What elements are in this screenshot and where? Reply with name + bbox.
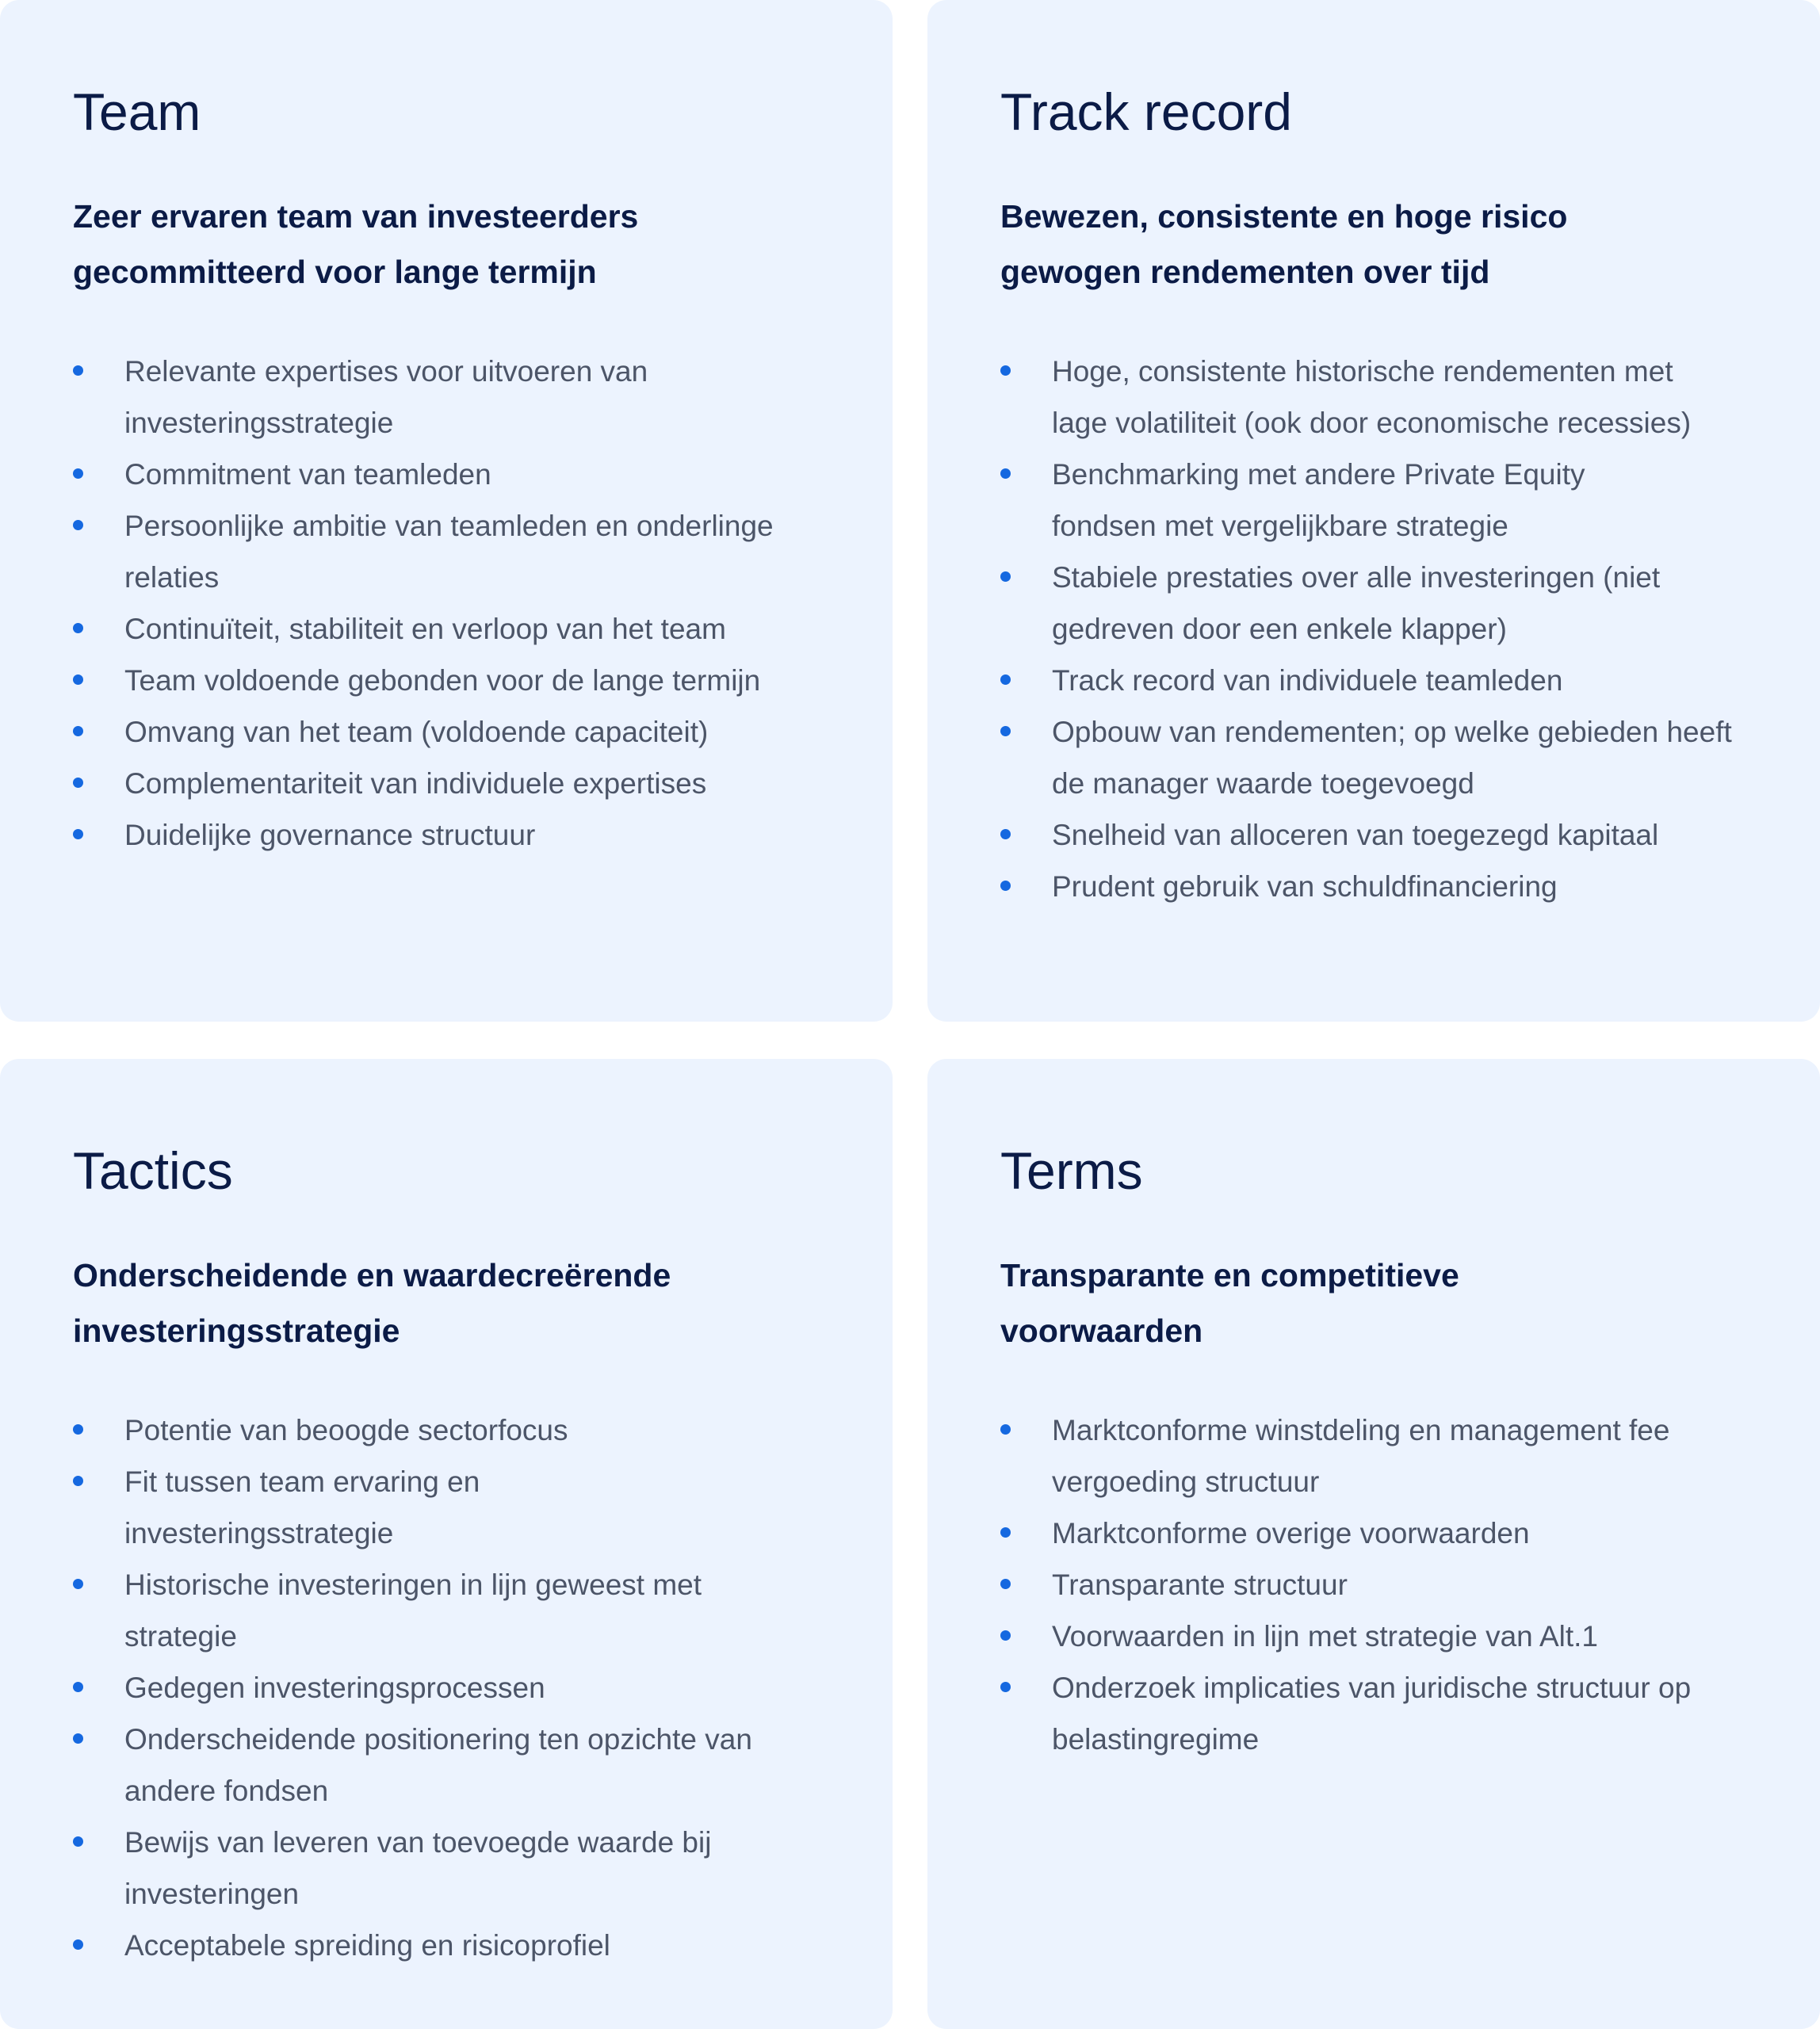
bullet-dot-icon: [73, 1733, 83, 1744]
bullet-dot-icon: [73, 623, 83, 633]
criteria-list: [1000, 346, 1763, 912]
card-title: Terms: [1000, 1141, 1143, 1200]
list-item-text: Stabiele prestaties over alle investeringen (niet gedreven door een enkele klapper): [1052, 561, 1661, 645]
bullet-dot-icon: [73, 726, 83, 736]
list-item: [1000, 809, 1763, 861]
list-item-text: Duidelijke governance structuur: [124, 819, 536, 851]
bullet-dot-icon: [73, 468, 83, 479]
bullet-dot-icon: [73, 1939, 83, 1950]
list-item: [1000, 655, 1763, 706]
list-item-text: Complementariteit van individuele expertises: [124, 767, 707, 800]
bullet-dot-icon: [1000, 1682, 1011, 1692]
bullet-dot-icon: [73, 520, 83, 530]
card-subtitle: Bewezen, consistente en hoge risico gewogen rendementen over tijd: [1000, 198, 1568, 290]
list-item: [1000, 346, 1763, 449]
list-item: [73, 809, 835, 861]
criteria-list: [73, 1404, 835, 1971]
bullet-dot-icon: [1000, 571, 1011, 582]
list-item-text: Transparante structuur: [1052, 1569, 1348, 1601]
list-item-text: Onderzoek implicaties van juridische structuur op belastingregime: [1052, 1672, 1692, 1756]
bullet-dot-icon: [73, 365, 83, 376]
card-title: Tactics: [73, 1141, 233, 1200]
list-item: [73, 500, 835, 603]
list-item: [1000, 1662, 1763, 1765]
list-item: [1000, 1404, 1763, 1507]
bullet-dot-icon: [73, 829, 83, 839]
list-item: [73, 706, 835, 758]
bullet-dot-icon: [73, 1836, 83, 1847]
list-item-text: Fit tussen team ervaring en investeringsstrategie: [124, 1465, 480, 1549]
bullet-dot-icon: [1000, 726, 1011, 736]
list-item: [1000, 861, 1763, 912]
list-item-text: Opbouw van rendementen; op welke gebieden heeft de manager waarde toegevoegd: [1052, 716, 1732, 800]
list-item: [73, 655, 835, 706]
list-item-text: Gedegen investeringsprocessen: [124, 1672, 545, 1704]
list-item: [1000, 552, 1763, 655]
bullet-dot-icon: [73, 1579, 83, 1589]
criteria-list: [73, 346, 835, 861]
list-item: [73, 1920, 835, 1971]
list-item-text: Relevante expertises voor uitvoeren van investeringsstrategie: [124, 355, 648, 439]
list-item-text: Omvang van het team (voldoende capaciteit): [124, 716, 709, 748]
card-terms: [927, 1059, 1820, 2029]
list-item-text: Acceptabele spreiding en risicoprofiel: [124, 1929, 610, 1962]
list-item-text: Marktconforme overige voorwaarden: [1052, 1517, 1530, 1549]
bullet-dot-icon: [1000, 1579, 1011, 1589]
list-item-text: Persoonlijke ambitie van teamleden en onderlinge relaties: [124, 510, 774, 594]
list-item-text: Team voldoende gebonden voor de lange termijn: [124, 664, 761, 697]
list-item-text: Benchmarking met andere Private Equity fondsen met vergelijkbare strategie: [1052, 458, 1585, 542]
list-item-text: Marktconforme winstdeling en management fee vergoeding structuur: [1052, 1414, 1670, 1498]
list-item-text: Onderscheidende positionering ten opzichte van andere fondsen: [124, 1723, 752, 1807]
bullet-dot-icon: [1000, 881, 1011, 891]
bullet-dot-icon: [73, 778, 83, 788]
list-item: [73, 346, 835, 449]
list-item-text: Hoge, consistente historische rendementen met lage volatiliteit (ook door economische recessies): [1052, 355, 1692, 439]
list-item: [73, 1817, 835, 1920]
list-item: [1000, 1507, 1763, 1559]
bullet-dot-icon: [1000, 674, 1011, 685]
list-item: [1000, 1559, 1763, 1611]
bullet-dot-icon: [73, 1476, 83, 1486]
card-track-record: [927, 0, 1820, 1022]
list-item-text: Snelheid van alloceren van toegezegd kapitaal: [1052, 819, 1659, 851]
list-item-text: Prudent gebruik van schuldfinanciering: [1052, 870, 1558, 903]
card-subtitle: Zeer ervaren team van investeerders gecommitteerd voor lange termijn: [73, 198, 639, 290]
list-item-text: Bewijs van leveren van toevoegde waarde bij investeringen: [124, 1826, 712, 1910]
list-item: [73, 758, 835, 809]
list-item: [73, 1404, 835, 1456]
bullet-dot-icon: [73, 1682, 83, 1692]
list-item-text: Commitment van teamleden: [124, 458, 491, 491]
bullet-dot-icon: [1000, 1630, 1011, 1641]
card-tactics: [0, 1059, 893, 2029]
bullet-dot-icon: [73, 674, 83, 685]
bullet-dot-icon: [1000, 468, 1011, 479]
list-item: [73, 1662, 835, 1714]
criteria-list: [1000, 1404, 1763, 1765]
list-item: [73, 1456, 835, 1559]
list-item-text: Historische investeringen in lijn geweest met strategie: [124, 1569, 702, 1653]
list-item: [73, 603, 835, 655]
card-title: Team: [73, 82, 201, 141]
bullet-dot-icon: [73, 1424, 83, 1435]
card-team: [0, 0, 893, 1022]
bullet-dot-icon: [1000, 365, 1011, 376]
bullet-dot-icon: [1000, 1527, 1011, 1538]
card-subtitle: Transparante en competitieve voorwaarden: [1000, 1257, 1459, 1349]
list-item: [1000, 1611, 1763, 1662]
list-item: [1000, 449, 1763, 552]
list-item: [73, 1714, 835, 1817]
list-item-text: Track record van individuele teamleden: [1052, 664, 1563, 697]
list-item: [1000, 706, 1763, 809]
bullet-dot-icon: [1000, 1424, 1011, 1435]
list-item-text: Potentie van beoogde sectorfocus: [124, 1414, 568, 1446]
card-title: Track record: [1000, 82, 1292, 141]
list-item: [73, 449, 835, 500]
list-item: [73, 1559, 835, 1662]
list-item-text: Continuïteit, stabiliteit en verloop van het team: [124, 613, 726, 645]
card-subtitle: Onderscheidende en waardecreërende investeringsstrategie: [73, 1257, 671, 1349]
bullet-dot-icon: [1000, 829, 1011, 839]
list-item-text: Voorwaarden in lijn met strategie van Alt.1: [1052, 1620, 1598, 1653]
